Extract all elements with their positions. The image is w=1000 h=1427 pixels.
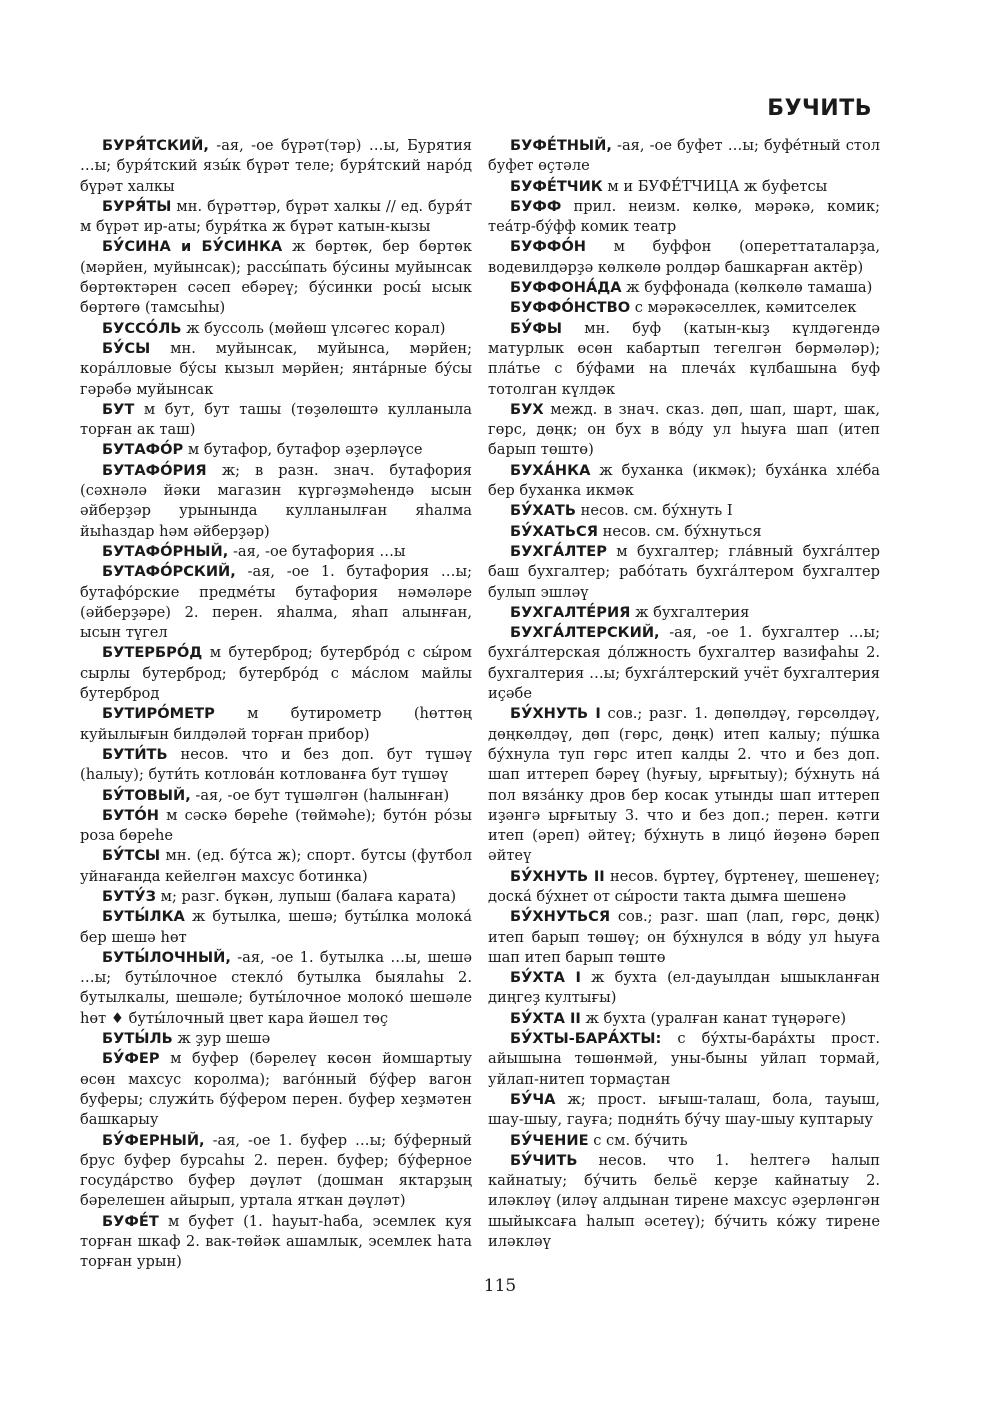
entry-headword: БУ́ХТА I	[510, 969, 581, 987]
entry-definition: с см. бу́чить	[593, 1131, 688, 1149]
entry-headword: БУТАФО́РИЯ	[102, 461, 207, 479]
entry-headword: БУФФО́НСТВО	[510, 299, 631, 317]
entry-definition: ж бухта (уралған канат түңәрәге)	[585, 1009, 847, 1027]
entry-headword: БУФЕ́ТЧИК	[510, 177, 603, 195]
dictionary-entry	[488, 1029, 880, 1090]
dictionary-entry	[80, 1212, 472, 1273]
dictionary-entry	[488, 704, 880, 866]
entry-headword: БУ́ФЕР	[102, 1050, 160, 1068]
entry-definition: мн. муйынсак, муйынса, мәрйен; кора́лловые бу́сы кызыл мәрйен; янта́рные бу́сы гәрәбә муйынсак	[80, 339, 472, 398]
entry-definition: мн. (ед. бу́тса ж); спорт. бутсы (футбол уйнағанда кейелгән махсус ботинка)	[80, 847, 473, 885]
entry-definition: ж ҙур шешә	[177, 1030, 271, 1048]
entry-definition: ж буханка (икмәк); буха́нка хле́ба бер буханка икмәк	[488, 461, 881, 500]
dictionary-entry	[488, 603, 880, 623]
entry-headword: БУ́ЧИТЬ	[510, 1151, 578, 1169]
entry-definition: несов. что и без доп. бут түшәү (һалыу); бути́ть котлова́н котлованға бут түшәү	[80, 745, 472, 784]
entry-headword: БУФЕ́ТНЫЙ,	[510, 137, 612, 154]
dictionary-entry	[80, 440, 472, 460]
entry-headword: БУФФО́Н	[510, 238, 586, 256]
entry-definition: м бутерброд; бутербро́д с сы́ром сырлы бутерброд; бутербро́д с ма́слом майлы бутерброд	[80, 644, 472, 703]
entry-headword: БУХ	[510, 400, 544, 418]
entry-headword: БУТАФО́РСКИЙ,	[102, 563, 236, 581]
entry-definition: -ая, -ое бут түшәлгән (һалынған)	[195, 786, 450, 804]
entry-headword: БУФФОНА́ДА	[510, 279, 622, 297]
entry-definition: сов.; разг. шап (лап, гөрс, дөңк) итеп барып төшөү; он бу́хнулся в во́ду ул һыуға шап итеп барып төштө	[488, 908, 880, 966]
dictionary-entry	[488, 1131, 880, 1151]
entry-definition: м бутафор, бутафор әҙерләүсе	[187, 441, 423, 459]
dictionary-entry	[488, 542, 880, 603]
entry-headword: БУТИРО́МЕТР	[102, 705, 215, 723]
dictionary-entry	[488, 501, 880, 521]
entry-definition: м бут, бут ташы (төҙөлөштә кулланыла торған ак таш)	[80, 400, 472, 439]
entry-headword: БУ́ХАТЬ	[510, 502, 576, 520]
entry-headword: БУ́ТОВЫЙ,	[102, 786, 191, 804]
dictionary-entry	[488, 867, 880, 908]
entry-definition: м буфет (1. һауыт-һаба, эсемлек куя торған шкаф 2. вак-төйәк ашамлык, эсемлек һата торған урын)	[80, 1212, 472, 1271]
entry-headword: БУ́ЧЕНИЕ	[510, 1131, 589, 1149]
entry-definition: -ая, -ое буфет …ы; буфе́тный стол буфет өҫтәле	[488, 137, 880, 175]
dictionary-entry	[80, 1029, 472, 1049]
dictionary-entry	[80, 1131, 472, 1212]
entry-definition: м бухгалтер; гла́вный бухга́лтер баш бухгалтер; рабо́тать бухга́лтером бухгалтер булып эшләү	[488, 542, 880, 601]
dictionary-entry	[488, 400, 880, 461]
entry-definition: м буффон (опереттаталарҙа, водевилдәрҙә көлкөлө ролдәр башкарған актёр)	[488, 238, 881, 276]
entry-definition: ж; в разн. знач. бутафория (сәхнәлә йәки магазин күргәҙмәһендә ысын әйберҙәр урынында кулланылған яһалма йыһаздар һәм әйберҙәр)	[80, 461, 473, 540]
entry-definition: -ая, -ое 1. бухгалтер …ы; бухга́лтерская до́лжность бухгалтер вазифаһы 2. бухгалтерия …ы; бухга́лтерский учёт бухгалтерия иҫәбе	[488, 624, 880, 703]
entry-definition: ж бухгалтерия	[635, 603, 750, 621]
dictionary-entry	[80, 319, 472, 339]
entry-definition: м буфер (бәрелеү көсөн йомшартыу өсөн махсус королма); ваго́нный бу́фер вагон буферы; служи́ть бу́фером перен. буфер хеҙмәтен башкарыу	[80, 1050, 472, 1129]
dictionary-entry	[488, 461, 880, 502]
dictionary-entry	[80, 907, 472, 948]
entry-headword: БУТЕРБРО́Д	[102, 644, 203, 662]
dictionary-entry	[488, 968, 880, 1009]
dictionary-entry	[80, 948, 472, 1029]
entry-headword: БУФЕ́Т	[102, 1212, 159, 1230]
dictionary-entry	[80, 704, 472, 745]
entry-headword: БУ́ХТА II	[510, 1009, 581, 1027]
entry-definition: -ая, -ое 1. бутафория …ы; бутафо́рские предме́ты бутафория нәмәләре (әйберҙәре) 2. перен. яһалма, яһап алынған, ысын түгел	[80, 563, 472, 642]
dictionary-entry	[80, 400, 472, 441]
entry-definition: м бутирометр (һөттөң куйылығын билдәләй торған прибор)	[80, 705, 472, 743]
entry-headword: БУ́СИНА и БУ́СИНКА	[102, 238, 283, 256]
dictionary-entry	[488, 278, 880, 298]
entry-headword: БУ́ХТЫ-БАРА́ХТЫ:	[510, 1030, 662, 1048]
entry-definition: мн. бүрәттәр, бүрәт халкы // ед. буря́т м бүрәт ир-аты; буря́тка ж бүрәт катын-кызы	[80, 197, 473, 236]
entry-definition: несов. см. бу́хнуться	[602, 522, 762, 540]
dictionary-entry	[80, 1049, 472, 1130]
dictionary-entry	[488, 298, 880, 318]
entry-definition: прил. неизм. көлкө, мәрәкә, комик; теа́тр-бу́фф комик театр	[488, 197, 880, 236]
entry-definition: ж буссоль (мөйөш үлсәгес корал)	[186, 319, 446, 337]
running-head: БУЧИТЬ	[767, 96, 872, 121]
entry-headword: БУ́ХАТЬСЯ	[510, 522, 598, 540]
entry-headword: БУ́СЫ	[102, 339, 151, 357]
entry-definition: с мәрәкәселлек, кәмитселек	[634, 299, 857, 317]
dictionary-entry	[488, 136, 880, 177]
entry-headword: БУТО́Н	[102, 806, 159, 824]
dictionary-entry	[488, 177, 880, 197]
dictionary-entry	[488, 237, 880, 278]
dictionary-entry	[80, 643, 472, 704]
dictionary-entry	[488, 623, 880, 704]
entry-definition: ж; прост. ығыш-талаш, бола, тауыш, шау-шыу, гауға; подня́ть бу́чу шау-шыу куптарыу	[488, 1090, 880, 1129]
entry-definition: сов.; разг. 1. дөпөлдәү, гөрсөлдәү, дөңкөлдәү, дөп (гөрс, дөңк) итеп калыу; пу́шка бу́хнула туп гөрс итеп калды 2. что и без доп. шап иттереп бәреү (һуғыу, ырғытыу); бу́хнуть на́ пол вяза́нку дров бер косак утынды шап иттереп иҙәнгә ырғытыу 3. что и без доп.; перен. кәтги итеп (әреп) әйтеү; бу́хнуть в лицо́ йөҙөнә бәреп әйтеү	[488, 705, 880, 865]
entry-headword: БУФФ	[510, 197, 562, 215]
dictionary-entry	[80, 461, 472, 542]
entry-headword: БУРЯ́ТСКИЙ,	[102, 137, 209, 154]
entry-headword: БУТЫ́ЛОЧНЫЙ,	[102, 948, 231, 966]
entry-headword: БУТЫ́ЛКА	[102, 908, 185, 926]
entry-headword: БУТЫ́ЛЬ	[102, 1030, 173, 1048]
entry-definition: м и БУФЕ́ТЧИЦА ж буфетсы	[607, 177, 828, 195]
entry-headword: БУ́ЧА	[510, 1090, 556, 1108]
entry-headword: БУТАФО́Р	[102, 441, 184, 459]
dictionary-entry	[80, 887, 472, 907]
entry-definition: ж бутылка, шешә; буты́лка молока́ бер шешә һөт	[80, 908, 473, 946]
entry-headword: БУХГАЛТЕ́РИЯ	[510, 603, 631, 621]
left-column	[80, 136, 472, 1273]
dictionary-entry	[488, 522, 880, 542]
dictionary-entry	[488, 197, 880, 238]
dictionary-entry	[488, 1009, 880, 1029]
entry-definition: несов. см. бу́хнуть I	[580, 502, 733, 520]
entry-definition: м; разг. бүкән, лупыш (балаға карата)	[160, 887, 457, 905]
entry-definition: с бу́хты-бара́хты прост. айышына төшөнмәй, уны-быны уйлап тормай, уйлап-нитеп тормаҫтан	[488, 1030, 880, 1088]
entry-definition: межд. в знач. сказ. дөп, шап, шарт, шак, гөрс, дөңк; он бух в во́ду ул һыуға шап (итеп барып төштө)	[488, 400, 880, 459]
dictionary-entry	[80, 197, 472, 238]
dictionary-entry	[80, 237, 472, 318]
entry-definition: ж бухта (ел-дауылдан ышыкланған диңгеҙ култығы)	[488, 969, 881, 1007]
dictionary-entry	[80, 136, 472, 197]
entry-definition: мн. буф (катын-кыҙ күлдәгендә матурлык өсөн кабартып тегелгән бөрмәләр); пла́тье с бу́фами на плеча́х күлбашына буф тотолган күлдәк	[488, 319, 880, 398]
dictionary-entry	[80, 339, 472, 400]
entry-definition: -ая, -ое бүрәт(тәр) …ы, Бурятия …ы; буря́тский язы́к бүрәт теле; буря́тский наро́д бүрәт халкы	[80, 137, 473, 195]
dictionary-entry	[488, 1151, 880, 1252]
dictionary-entry	[80, 806, 472, 847]
dictionary-entry	[80, 562, 472, 643]
entry-headword: БУ́ТСЫ	[102, 847, 161, 865]
entry-headword: БУТ	[102, 400, 135, 418]
entry-headword: БУТАФО́РНЫЙ,	[102, 542, 229, 560]
entry-headword: БУТУ́З	[102, 887, 156, 905]
dictionary-entry	[488, 1090, 880, 1131]
entry-headword: БУ́ХНУТЬ I	[510, 705, 601, 723]
entry-definition: несов. бүртеү, бүртенеү, шешенеү; доска́ бу́хнет от сы́рости такта дымға шешенә	[488, 867, 881, 905]
entry-headword: БУХГА́ЛТЕРСКИЙ,	[510, 624, 660, 642]
entry-headword: БУРЯ́ТЫ	[102, 197, 172, 215]
entry-definition: -ая, -ое 1. бутылка …ы, шешә …ы; буты́лочное стекло́ бутылка быялаһы 2. бутылкалы, шешәле; буты́лочное молоко́ шешәле һөт ♦ буты́лочный цвет кара йәшел төҫ	[80, 948, 472, 1027]
right-column	[488, 136, 880, 1252]
entry-headword: БУ́ХНУТЬСЯ	[510, 908, 611, 926]
entry-definition: -ая, -ое бутафория …ы	[232, 542, 406, 560]
entry-headword: БУССО́ЛЬ	[102, 319, 182, 337]
entry-definition: несов. что 1. һелтегә һалып кайнатыу; бу́чить бельё керҙе кайнатыу 2. иләкләү (иләү алдынан тирене махсус әҙерләнгән шыйыксаға һалып әсетеү); бу́чить ко́жу тирене иләкләү	[488, 1151, 880, 1251]
entry-headword: БУХГА́ЛТЕР	[510, 542, 607, 560]
entry-definition: -ая, -ое 1. буфер …ы; бу́ферный брус буфер бурсаһы 2. перен. буфер; бу́ферное госуда́рство буфер дәүләт (дошман яктарҙың бәрелешен айырып, уртала ятҡан дәүләт)	[80, 1131, 472, 1210]
entry-headword: БУТИ́ТЬ	[102, 745, 168, 763]
dictionary-entry	[80, 542, 472, 562]
entry-definition: ж буффонада (көлкөлө тамаша)	[626, 279, 873, 297]
entry-definition: м сәскә бөреһе (төймәһе); буто́н ро́зы роза бөреһе	[80, 806, 473, 845]
dictionary-entry	[488, 319, 880, 400]
dictionary-entry	[80, 846, 472, 887]
dictionary-entry	[80, 786, 472, 806]
entry-definition: ж бөртөк, бер бөртөк (мәрйен, муйынсак); рассы́пать бу́сины муйынсак бөртөктәрен сәсеп ебәреү; бу́синки росы́ ысык бөртөгө (тамсыһы)	[80, 238, 473, 317]
page-number: 115	[483, 1276, 517, 1296]
entry-headword: БУ́ФЫ	[510, 319, 562, 337]
dictionary-entry	[488, 907, 880, 968]
entry-headword: БУ́ФЕРНЫЙ,	[102, 1131, 205, 1149]
entry-headword: БУ́ХНУТЬ II	[510, 867, 605, 885]
entry-headword: БУХА́НКА	[510, 461, 591, 479]
dictionary-entry	[80, 745, 472, 786]
